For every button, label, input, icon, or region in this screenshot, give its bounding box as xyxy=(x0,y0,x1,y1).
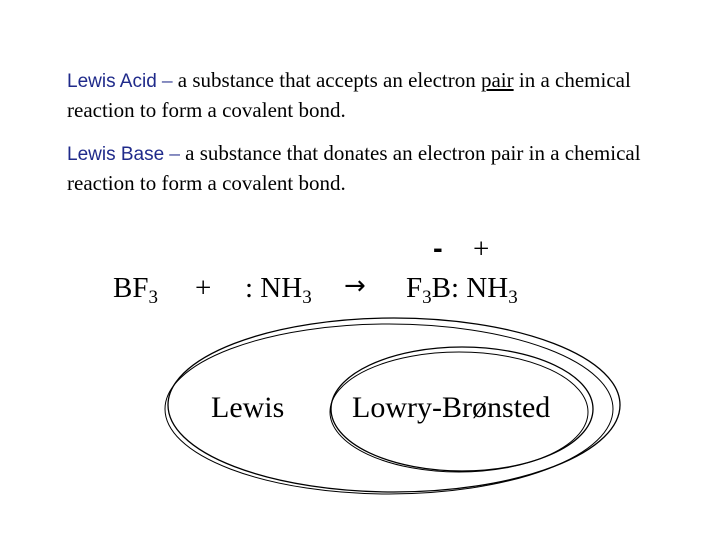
product-adduct: $F_3B$: $NH_3$ xyxy=(406,272,518,308)
reaction-arrow-icon: → xyxy=(344,271,366,301)
positive-charge: + xyxy=(473,233,490,265)
lowry-bronsted-label: Lowry-Brønsted xyxy=(352,391,551,424)
underlined-word: pair xyxy=(480,68,514,92)
lewis-acid-term: Lewis Acid xyxy=(67,71,157,92)
acid-text-after: in a chemical reaction to form a covalent bond. xyxy=(67,68,631,122)
negative-charge: - xyxy=(433,233,443,265)
plus-sign: + xyxy=(195,272,212,304)
definition-dash: – xyxy=(169,141,180,165)
reactant-bf3: $BF_3$ xyxy=(113,272,158,308)
acid-text-before: a substance that accepts an electron xyxy=(172,68,481,92)
base-text: a substance that donates an electron pair in a chemical reaction to form a covalent bond. xyxy=(67,141,641,195)
definition-dash: – xyxy=(162,68,173,92)
reactant-nh3: : $NH_3$ xyxy=(245,272,312,308)
lewis-label: Lewis xyxy=(211,391,285,424)
lewis-base-term: Lewis Base xyxy=(67,144,165,165)
